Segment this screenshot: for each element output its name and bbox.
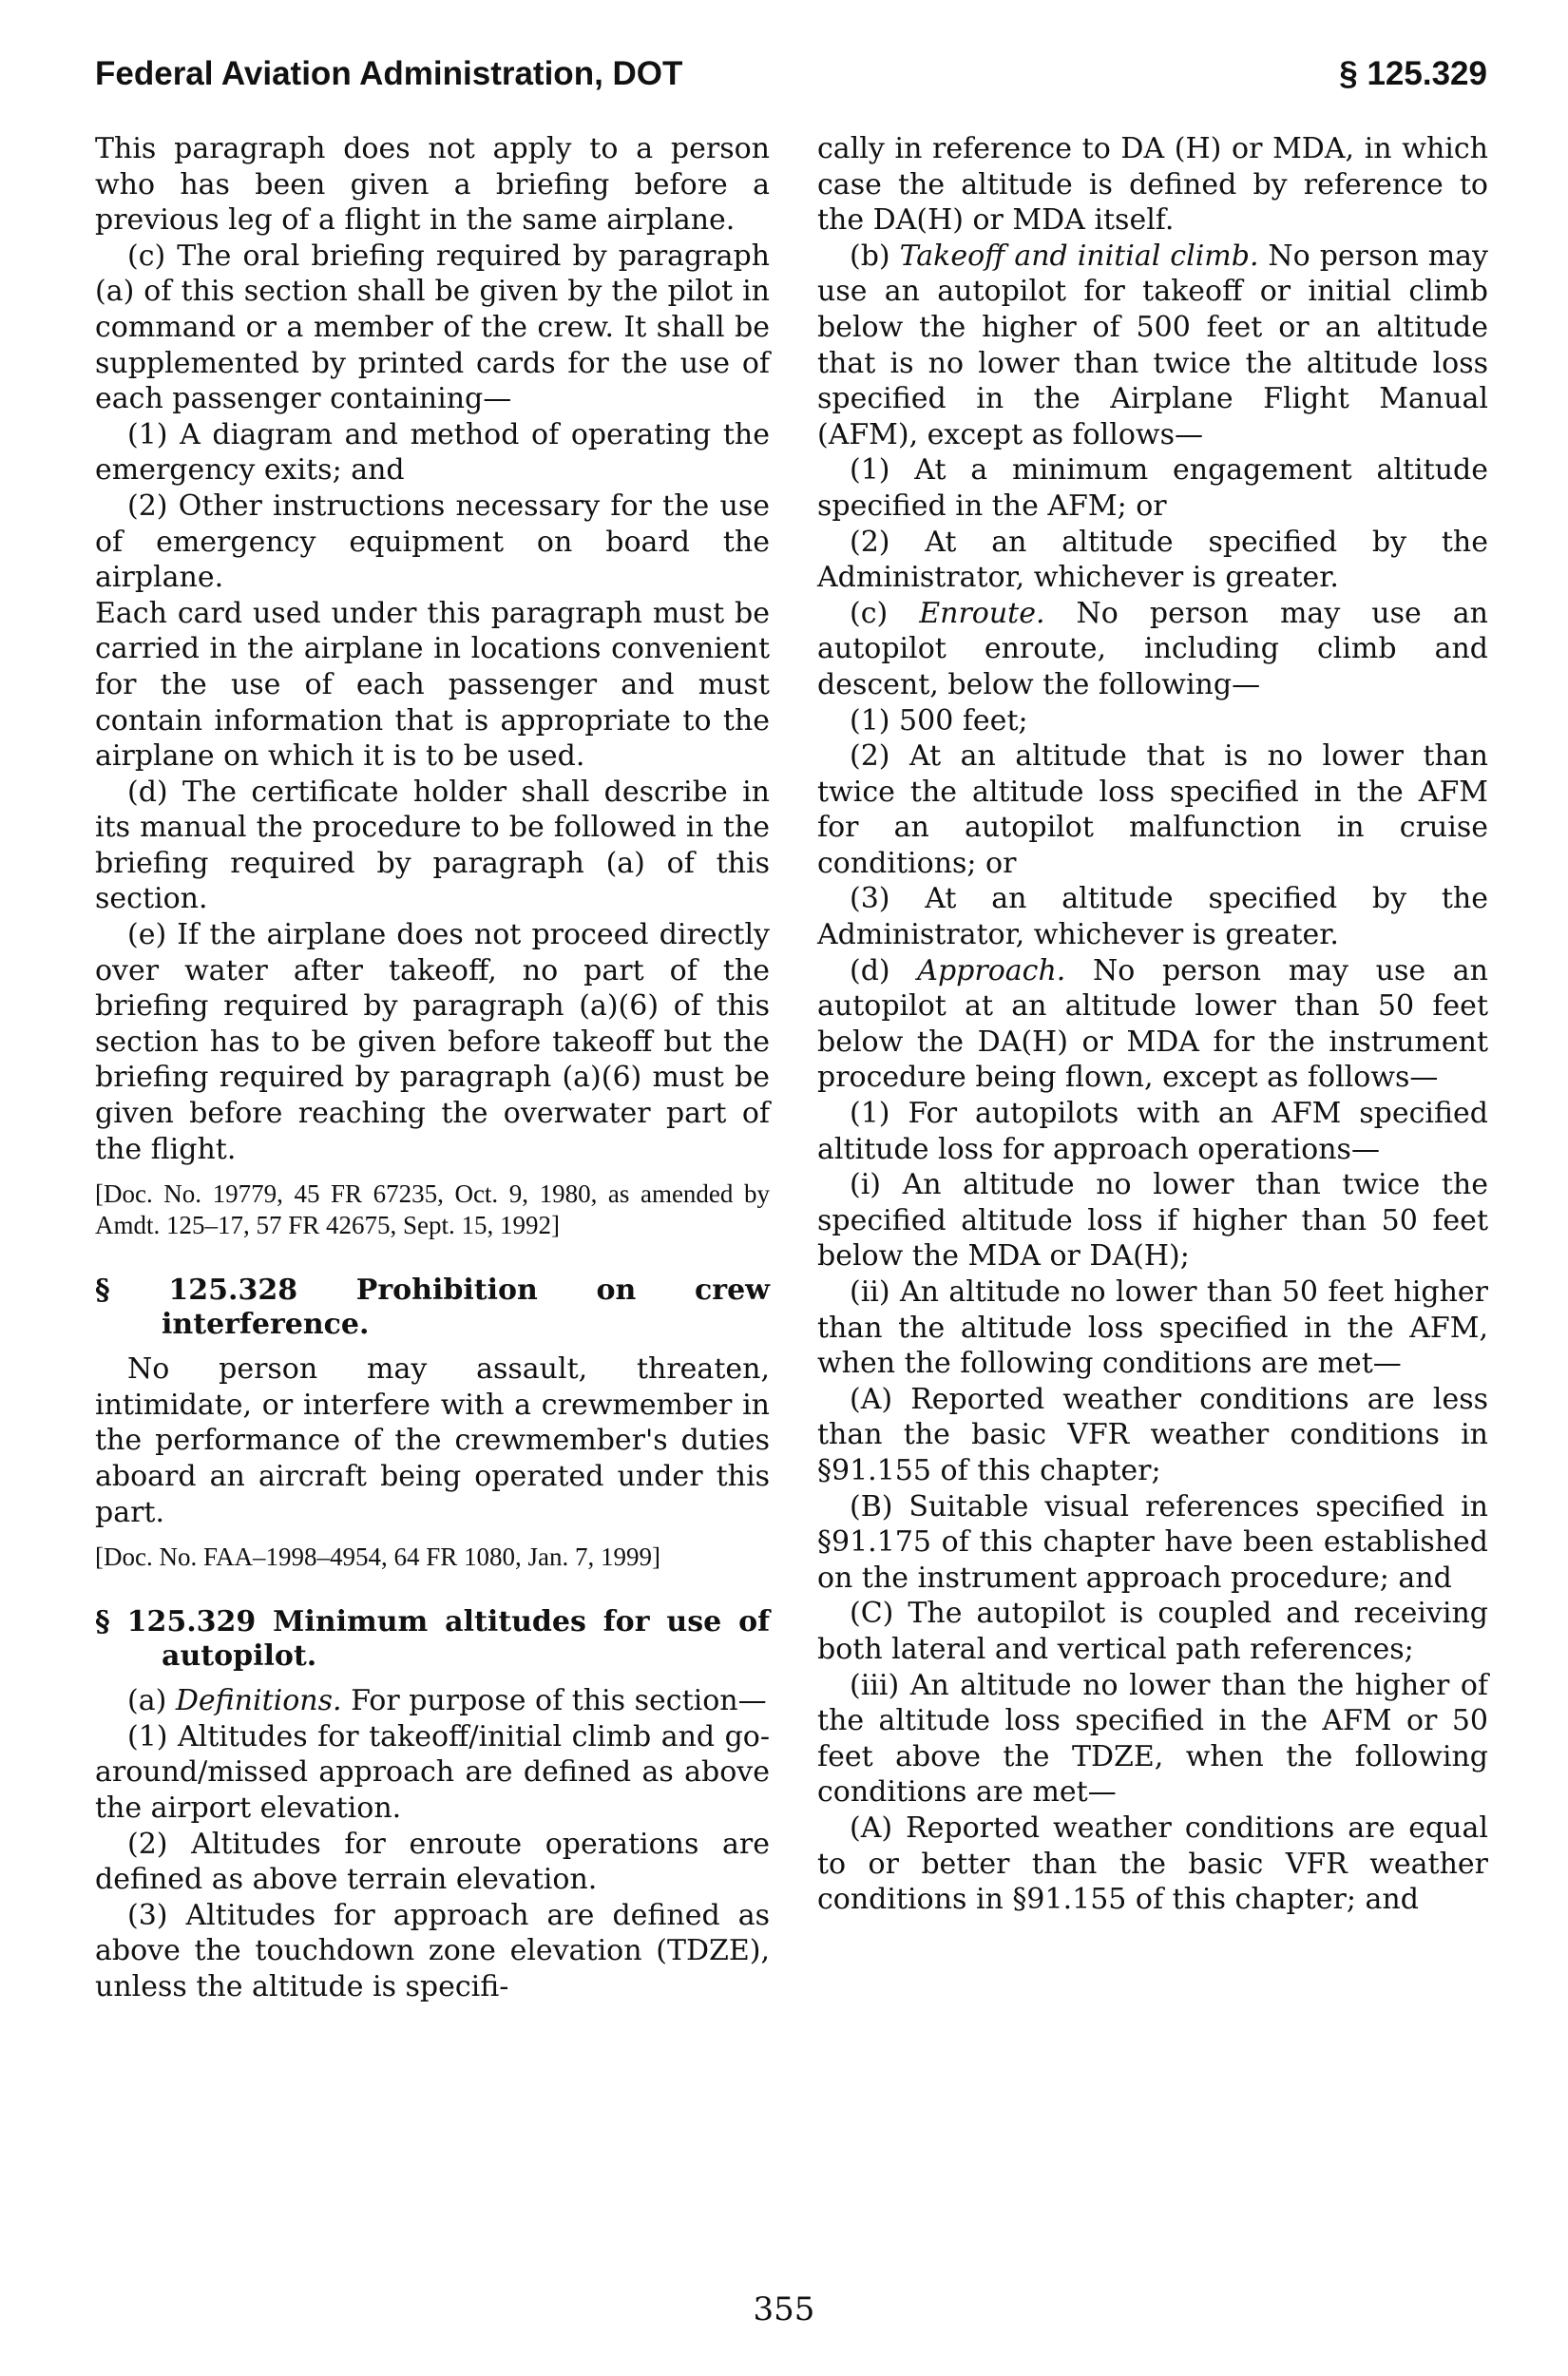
right-column xyxy=(817,131,1488,1918)
paragraph: (C) The autopilot is coupled and receiving both lateral and vertical path references; xyxy=(817,1597,1488,1666)
paragraph-label: (d) xyxy=(850,953,918,987)
paragraph: (3) At an altitude specified by the Administrator, whichever is greater. xyxy=(817,882,1488,952)
paragraph: (A) Reported weather conditions are less than the basic VFR weather conditions in §91.155 of this chapter; xyxy=(817,1382,1488,1487)
left-column xyxy=(95,131,770,2005)
paragraph-heading: Enroute. xyxy=(919,596,1045,630)
section-heading-125-329: § 125.329 Minimum altitudes for use of autopilot. xyxy=(95,1605,770,1674)
running-header xyxy=(95,55,1487,99)
paragraph: (1) 500 feet; xyxy=(850,703,1028,738)
paragraph-heading: Definitions. xyxy=(175,1684,342,1718)
paragraph: Each card used under this paragraph must be carried in the airplane in locations convenient for the use of each passenger and must contain information that is appropriate to the airplane on which it is to be used. xyxy=(95,596,770,774)
paragraph: (2) At an altitude that is no lower than twice the altitude loss specified in the AFM for an autopilot malfunction in cruise conditions; or xyxy=(817,739,1488,880)
paragraph xyxy=(817,953,1488,1096)
paragraph: (d) The certificate holder shall describe in its manual the procedure to be followed in the briefing required by paragraph (a) of this section. xyxy=(95,775,770,916)
paragraph: No person may assault, threaten, intimidate, or interfere with a crewmember in the performance of the crewmember's duties aboard an aircraft being operated under this part. xyxy=(95,1352,770,1529)
paragraph xyxy=(817,239,1488,453)
paragraph: (B) Suitable visual references specified in §91.175 of this chapter have been established on the instrument approach procedure; and xyxy=(817,1489,1488,1595)
citation-note: [Doc. No. FAA–1998–4954, 64 FR 1080, Jan. 7, 1999] xyxy=(95,1542,660,1572)
paragraph: This paragraph does not apply to a person who has been given a briefing before a previous leg of a flight in the same airplane. xyxy=(95,132,770,238)
paragraph-text: No person may use an autopilot enroute, including climb and descent, below the following— xyxy=(817,596,1488,701)
paragraph: (2) Other instructions necessary for the use of emergency equipment on board the airplane. xyxy=(95,489,770,595)
paragraph: cally in reference to DA (H) or MDA, in which case the altitude is defined by reference to the DA(H) or MDA itself. xyxy=(817,132,1488,238)
section-heading-125-328: § 125.328 Prohibition on crew interference. xyxy=(95,1274,770,1342)
paragraph: (1) A diagram and method of operating the emergency exits; and xyxy=(95,417,770,488)
paragraph-label: (b) xyxy=(850,239,900,273)
paragraph: (e) If the airplane does not proceed directly over water after takeoff, no part of the briefing required by paragraph (a)(6) of this section has to be given before takeoff but the briefing required by paragraph (a)(6) must be given before reaching the overwater part of the flight. xyxy=(95,918,770,1166)
header-section: § 125.329 xyxy=(1339,55,1487,92)
paragraph-text: No person may use an autopilot for takeoff or initial climb below the higher of 500 feet or an altitude that is no lower than twice the altitude loss specified in the Airplane Flight Manual (AFM), except as follows— xyxy=(817,239,1489,451)
paragraph: (i) An altitude no lower than twice the specified altitude loss if higher than 50 feet below the MDA or DA(H); xyxy=(817,1168,1488,1274)
paragraph: (ii) An altitude no lower than 50 feet higher than the altitude loss specified in the AFM, when the following conditions are met— xyxy=(817,1275,1488,1381)
paragraph xyxy=(817,596,1488,703)
paragraph: (A) Reported weather conditions are equal to or better than the basic VFR weather conditions in §91.155 of this chapter; and xyxy=(817,1811,1488,1917)
paragraph-label: (a) xyxy=(127,1684,176,1718)
paragraph: (3) Altitudes for approach are defined as above the touchdown zone elevation (TDZE), unless the altitude is specifi- xyxy=(95,1898,770,2003)
paragraph-label: (c) xyxy=(850,596,920,630)
paragraph: (1) For autopilots with an AFM specified altitude loss for approach operations— xyxy=(817,1097,1488,1166)
paragraph-text: For purpose of this section— xyxy=(341,1684,767,1718)
paragraph-heading: Approach. xyxy=(917,953,1066,987)
paragraph: (2) Altitudes for enroute operations are defined as above terrain elevation. xyxy=(95,1827,770,1897)
paragraph-heading: Takeoff and initial climb. xyxy=(899,239,1259,273)
paragraph: (2) At an altitude specified by the Administrator, whichever is greater. xyxy=(817,525,1488,595)
paragraph: (iii) An altitude no lower than the higher of the altitude loss specified in the AFM or 50 feet above the TDZE, when the following conditions are met— xyxy=(817,1668,1488,1810)
citation-note: [Doc. No. 19779, 45 FR 67235, Oct. 9, 1980, as amended by Amdt. 125–17, 57 FR 42675, Sept. 15, 1992] xyxy=(95,1179,770,1240)
header-agency: Federal Aviation Administration, DOT xyxy=(95,55,683,92)
page-number: 355 xyxy=(753,2290,815,2328)
paragraph-text: No person may use an autopilot at an altitude lower than 50 feet below the DA(H) or MDA for the instrument procedure being flown, except as follows— xyxy=(817,953,1488,1095)
paragraph: (1) Altitudes for takeoff/initial climb and go-around/missed approach are defined as above the airport elevation. xyxy=(95,1719,770,1825)
paragraph: (c) The oral briefing required by paragraph (a) of this section shall be given by the pilot in command or a member of the crew. It shall be supplemented by printed cards for the use of each passenger containing— xyxy=(95,239,770,416)
paragraph: (1) At a minimum engagement altitude specified in the AFM; or xyxy=(817,453,1488,523)
paragraph xyxy=(95,1683,770,1719)
